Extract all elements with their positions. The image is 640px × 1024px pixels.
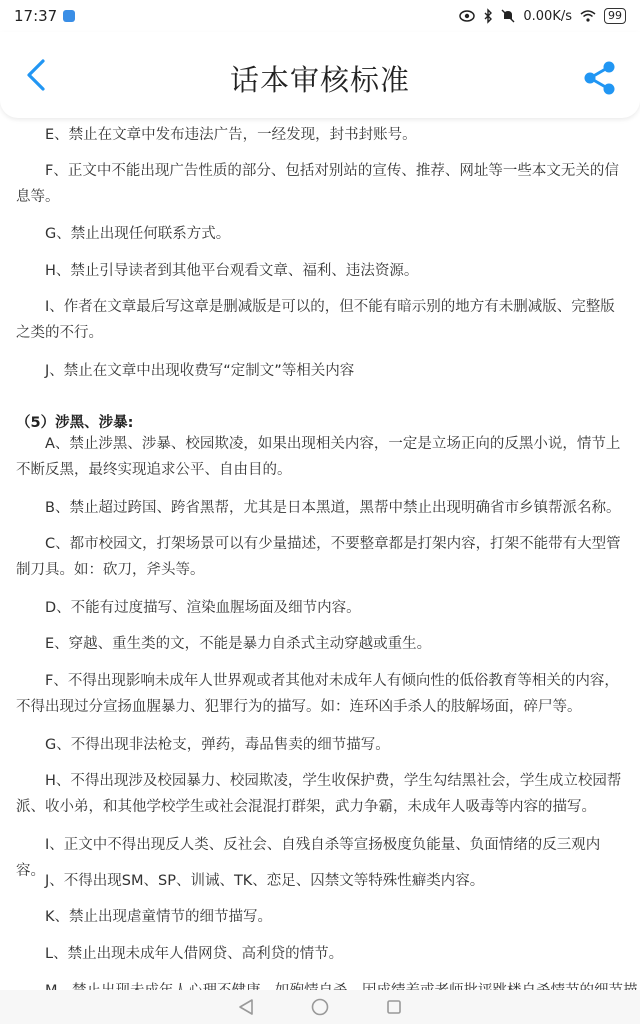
paragraph: G、禁止出现任何联系方式。	[45, 226, 231, 242]
eye-icon	[459, 10, 475, 22]
paragraph: I、正文中不得出现反人类、反社会、自残自杀等宣扬极度负能量、负面情绪的反三观内容。	[16, 837, 601, 879]
app-notification-icon	[63, 10, 75, 22]
article-content	[0, 118, 640, 990]
bluetooth-icon	[483, 9, 493, 23]
square-recents-icon	[386, 999, 402, 1015]
paragraph: E、穿越、重生类的文，不能是暴力自杀式主动穿越或重生。	[45, 636, 432, 652]
triangle-back-icon	[238, 998, 254, 1016]
paragraph: E、禁止在文章中发布违法广告，一经发现，封书封账号。	[45, 127, 417, 143]
battery-level: 99	[604, 8, 626, 24]
circle-home-icon	[311, 998, 329, 1016]
paragraph: H、不得出现涉及校园暴力、校园欺凌，学生收保护费，学生勾结黑社会，学生成立校园帮派、收小弟，和其他学校学生或社会混混打群架，武力争霸，未成年人吸毒等内容的描写。	[16, 773, 622, 815]
share-icon	[582, 60, 618, 96]
paragraph: I、作者在文章最后写这章是删减版是可以的，但不能有暗示别的地方有未删减版、完整版之类的不行。	[16, 299, 615, 341]
paragraph: K、禁止出现虐童情节的细节描写。	[45, 909, 273, 925]
paragraph: G、不得出现非法枪支，弹药，毒品售卖的细节描写。	[45, 737, 390, 753]
status-bar	[0, 0, 640, 32]
nav-recents-button[interactable]	[385, 998, 403, 1016]
system-nav-bar	[0, 990, 640, 1024]
paragraph: H、禁止引导读者到其他平台观看文章、福利、违法资源。	[45, 263, 419, 279]
network-speed: 0.00K/s	[523, 8, 572, 24]
paragraph: D、不能有过度描写、渲染血腥场面及细节内容。	[45, 600, 361, 616]
paragraph: C、都市校园文，打架场景可以有少量描述，不要整章都是打架内容，打架不能带有大型管制刀具。如：砍刀，斧头等。	[16, 536, 621, 578]
paragraph: L、禁止出现未成年人借网贷、高利贷的情节。	[45, 946, 344, 962]
nav-home-button[interactable]	[311, 998, 329, 1016]
page-title: 话本审核标准	[229, 63, 410, 97]
paragraph: J、禁止在文章中出现收费写“定制文”等相关内容	[45, 363, 355, 379]
paragraph: F、正文中不能出现广告性质的部分、包括对别站的宣传、推荐、网址等一些本文无关的信息等。	[16, 163, 619, 205]
paragraph: A、禁止涉黑、涉暴、校园欺凌，如果出现相关内容，一定是立场正向的反黑小说，情节上不断反黑，最终实现追求公平、自由目的。	[16, 436, 621, 478]
status-time: 17:37	[14, 7, 58, 25]
paragraph: J、不得出现SM、SP、训诫、TK、恋足、囚禁文等特殊性癖类内容。	[45, 873, 485, 889]
paragraph: F、不得出现影响未成年人世界观或者其他对未成年人有倾向性的低俗教育等相关的内容，不得出现过分宣扬血腥暴力、犯罪行为的描写。如：连环凶手杀人的肢解场面，碎尸等。	[16, 673, 619, 715]
section-heading: （5）涉黑、涉暴:	[16, 414, 134, 431]
paragraph: B、禁止超过跨国、跨省黑帮，尤其是日本黑道，黑帮中禁止出现明确省市乡镇帮派名称。	[45, 500, 621, 516]
mute-icon	[501, 9, 515, 23]
wifi-icon	[580, 10, 596, 22]
share-button[interactable]	[582, 60, 618, 96]
app-header	[0, 32, 640, 118]
nav-back-button[interactable]	[237, 998, 255, 1016]
